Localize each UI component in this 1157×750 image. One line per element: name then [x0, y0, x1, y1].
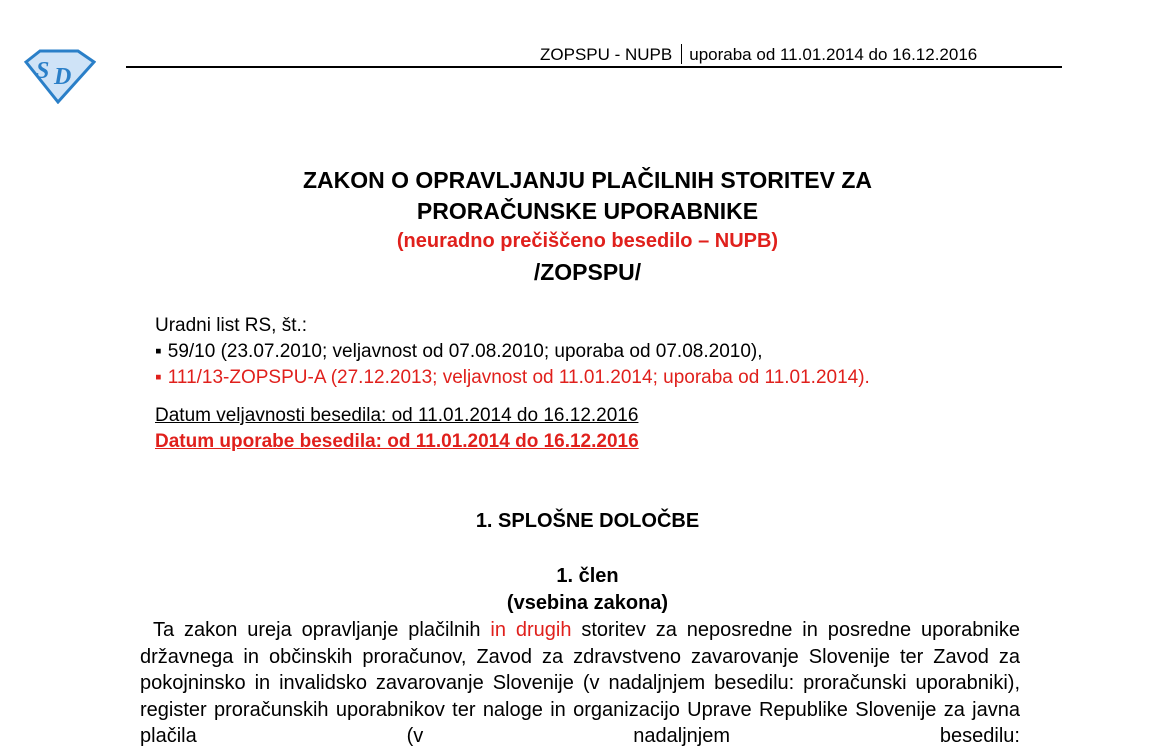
amended-text: in drugih	[490, 619, 572, 641]
usage-period: uporaba od 11.01.2014 do 16.12.2016	[689, 45, 978, 64]
article-paragraph: Ta zakon ureja opravljanje plačilnih in drugih storitev za neposredne in posredne uporabnike državnega in občinskih proračunov, Zavod za zdravstveno zavarovanje Slovenije ter Zavod za pokojninsko in invalidsko zavarovanje Slovenije (v nadaljnjem besedilu: proračunski uporabniki), register proračunskih uporabnikov ter naloge in organizacijo Uprave Republike Slovenije za javna plačila (v nadaljnjem besedilu:	[140, 619, 1020, 747]
article-title: (vsebina zakona)	[506, 592, 669, 614]
svg-text:S: S	[36, 58, 50, 84]
running-header	[540, 44, 977, 65]
logo-icon	[22, 48, 96, 104]
article-body	[140, 617, 1020, 750]
article-number: 1. člen	[556, 565, 619, 587]
subtitle: (neuradno prečiščeno besedilo – NUPB)	[396, 230, 779, 252]
source-item: ▪ 59/10 (23.07.2010; veljavnost od 07.08.2010; uporaba od 07.08.2010),	[155, 341, 763, 363]
sources-label: Uradni list RS, št.:	[155, 315, 308, 336]
usage-date: Datum uporabe besedila: od 11.01.2014 do 16.12.2016	[155, 431, 639, 452]
header-separator	[681, 44, 682, 64]
doc-code: ZOPSPU - NUPB	[540, 45, 673, 64]
validity-date: Datum veljavnosti besedila: od 11.01.2014 do 16.12.2016	[155, 405, 639, 426]
header-rule	[126, 66, 1062, 68]
svg-text:D: D	[54, 64, 72, 90]
source-item: ▪ 111/13-ZOPSPU-A (27.12.2013; veljavnost od 11.01.2014; uporaba od 11.01.2014).	[155, 367, 870, 389]
law-abbreviation: /ZOPSPU/	[533, 259, 642, 285]
chapter-heading: 1. SPLOŠNE DOLOČBE	[475, 510, 700, 532]
title-line-1: ZAKON O OPRAVLJANJU PLAČILNIH STORITEV ZA	[302, 167, 873, 193]
title-line-2: PRORAČUNSKE UPORABNIKE	[416, 198, 759, 224]
